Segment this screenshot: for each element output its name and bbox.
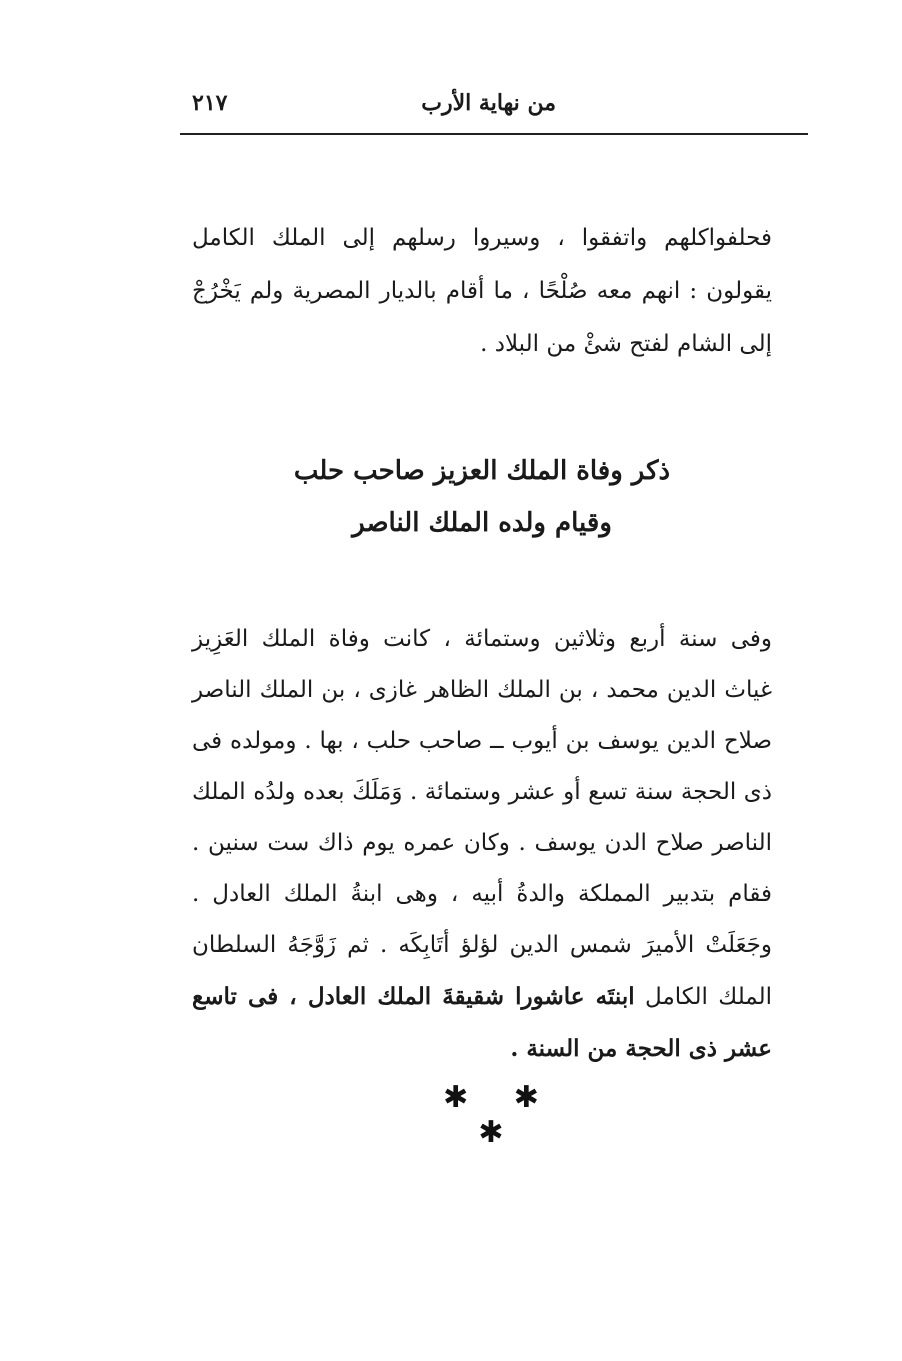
running-title: من نهاية الأرب [421, 90, 556, 116]
asterism-ornament: ✱ ✱ ✱ [443, 1080, 557, 1150]
page-number: ٢١٧ [192, 90, 228, 116]
paragraph-2-main: وفى سنة أربع وثلاثين وستمائة ، كانت وفاة الملك العَزِيز غياث الدين محمد ، بن الملك الظاهر غازى ، بن الملك الناصر صلاح الدين يوسف بن أيوب ــ صاحب حلب ، بها . ومولده فى ذى الحجة سنة تسع أو عشر وستمائة . وَمَلَكَ بعده ولدُه الملك الناصر صلاح الدن يوسف . وكان عمره يوم ذاك ست سنين . فقام بتدبير المملكة والدةُ أبيه ، وهى ابنةُ الملك العادل . وجَعَلَتْ الأميرَ شمس الدين لؤلؤ أتَابِكَه . ثم زَوَّجَهُ السلطان الملك الكامل [192, 626, 772, 1010]
section-heading-line-1: ذكر وفاة الملك العزيز صاحب حلب [293, 456, 671, 486]
paragraph-2 [192, 614, 772, 1075]
header-rule [180, 133, 808, 135]
page-header [180, 82, 808, 132]
paragraph-1: فحلفواكلهم واتفقوا ، وسيروا رسلهم إلى الملك الكامل يقولون : انهم معه صُلْحًا ، ما أقام بالديار المصرية ولم يَخْرُجْ إلى الشام لفتح شئْ من البلاد . [192, 225, 772, 357]
section-heading-line-2: وقيام ولده الملك الناصر [352, 508, 612, 538]
paragraph-2-tail: ابنتَه عاشورا شقيقةَ الملك العادل ، فى تاسع عشر ذى الحجة من السنة . [192, 983, 772, 1062]
